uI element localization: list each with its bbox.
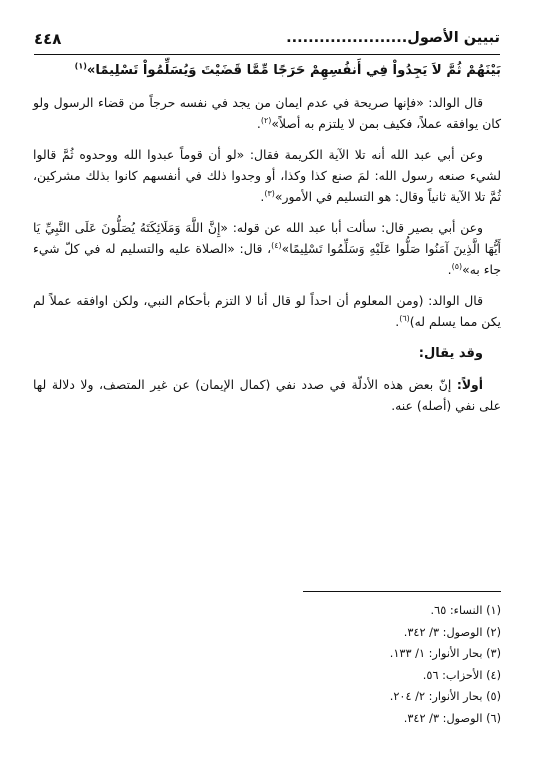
paragraph-1-text: قال الوالد: «فإنها صريحة في عدم ايمان من يجد في نفسه حرجاً من قضاء الرسول ولو كان يوافقه عملاً، فكيف بمن لا يلتزم به أصلاً» xyxy=(33,95,501,131)
page-number: ٤٤٨ xyxy=(34,30,62,48)
paragraph-4-text: قال الوالد: (ومن المعلوم أن احداً لو قال أنا لا التزم بأحكام النبي، ولكن اوافقه عملاً لم يكن مما يسلم له) xyxy=(33,293,501,329)
running-title: تبيين الأصول...................... xyxy=(286,30,500,46)
footnote-ref-3: (٣) xyxy=(264,188,275,198)
paragraph-3-text-b: ، قال: «الصلاة عليه والتسليم له في كلّ شيء جاء به» xyxy=(33,241,501,277)
section-heading: وقد يقال: xyxy=(418,346,483,361)
footnote-item: (٣) بحار الأنوار: ١/ ١٣٣. xyxy=(389,647,501,661)
footnote-item: (١) النساء: ٦٥. xyxy=(430,604,501,617)
verse-text: بَيْنَهُمْ ثُمَّ لاَ يَجِدُواْ فِي أَنفُسِهِمْ حَرَجًا مِّمَّا قَضَيْتَ وَيُسَلِّمُواْ تَسْلِيمًا» xyxy=(86,63,501,78)
paragraph-2: وعن أبي عبد الله أنه تلا الآية الكريمة فقال: «لو أن قوماً عبدوا الله ووحدوه ثُمَّ قالوا لشيء صنعه رسول الله: لمَ صنع كذا وكذا، أو وجدوا ذلك في أنفسهم كانوا بذلك مشركين، ثُمَّ تلا الآية ثانياً وقال: هو التسليم في الأمور»$^{(٣)}$. xyxy=(33,147,501,204)
footnote-ref-6: (٦) xyxy=(399,313,410,323)
page-header xyxy=(34,28,500,52)
footnote-ref-1: (١) xyxy=(74,61,87,71)
verse-line xyxy=(33,60,501,82)
footnote-divider xyxy=(303,591,501,592)
footnote-item: (٥) بحار الأنوار: ٢/ ٢٠٤. xyxy=(389,690,501,704)
page-body xyxy=(33,60,501,416)
footnote-ref-2: (٢) xyxy=(260,115,272,125)
footnotes xyxy=(100,600,501,730)
header-divider xyxy=(34,54,500,55)
paragraph-5-text: إنّ بعض هذه الأدلّة في صدد نفي (كمال الإيمان) عن غير المتصف، ولا دلالة لها على نفي (أصله) عنه. xyxy=(33,377,501,413)
paragraph-4: قال الوالد: (ومن المعلوم أن احداً لو قال أنا لا التزم بأحكام النبي، ولكن اوافقه عملاً لم يكن مما يسلم له)$^{(٦)}$. xyxy=(33,293,501,329)
footnote-item: (٤) الأحزاب: ٥٦. xyxy=(422,668,501,682)
paragraph-1: قال الوالد: «فإنها صريحة في عدم ايمان من يجد في نفسه حرجاً من قضاء الرسول ولو كان يوافقه عملاً، فكيف بمن لا يلتزم به أصلاً»$^{(٢)}$. xyxy=(33,95,501,131)
footnote-item: (٢) الوصول: ٣/ ٣٤٢. xyxy=(403,625,501,639)
paragraph-5 xyxy=(33,374,501,416)
footnote-ref-5: (٥) xyxy=(451,261,463,271)
footnote-item: (٦) الوصول: ٣/ ٣٤٢. xyxy=(403,711,501,725)
paragraph-2-text: وعن أبي عبد الله أنه تلا الآية الكريمة فقال: «لو أن قوماً عبدوا الله ووحدوه ثُمَّ قالوا لشيء صنعه رسول الله: لمَ صنع كذا وكذا، أو وجدوا ذلك في أنفسهم كانوا بذلك مشركين، ثُمَّ تلا الآية ثانياً وقال: هو التسليم في الأمور» xyxy=(33,147,501,204)
point-label: أولاً: xyxy=(456,377,483,392)
paragraph-3: وعن أبي بصير قال: سألت أبا عبد الله عن قوله: «إِنَّ اللَّهَ وَمَلَائِكَتَهُ يُصَلُّونَ عَلَى النَّبِيِّ يَا أَيُّهَا الَّذِينَ آمَنُوا صَلُّوا عَلَيْهِ وَسَلِّمُوا تَسْلِيمًا»$^{(٤)}$، قال: «الصلاة عليه والتسليم له في كلّ شيء جاء به»$^{(٥)}$. xyxy=(33,220,501,277)
footnote-ref-4: (٤) xyxy=(271,240,282,250)
paragraph-3-text-a: وعن أبي بصير قال: سألت أبا عبد الله عن قوله: «إِنَّ اللَّهَ وَمَلَائِكَتَهُ يُصَلُّونَ عَلَى النَّبِيِّ يَا أَيُّهَا الَّذِينَ آمَنُوا صَلُّوا عَلَيْهِ وَسَلِّمُوا تَسْلِيمًا» xyxy=(33,220,501,256)
